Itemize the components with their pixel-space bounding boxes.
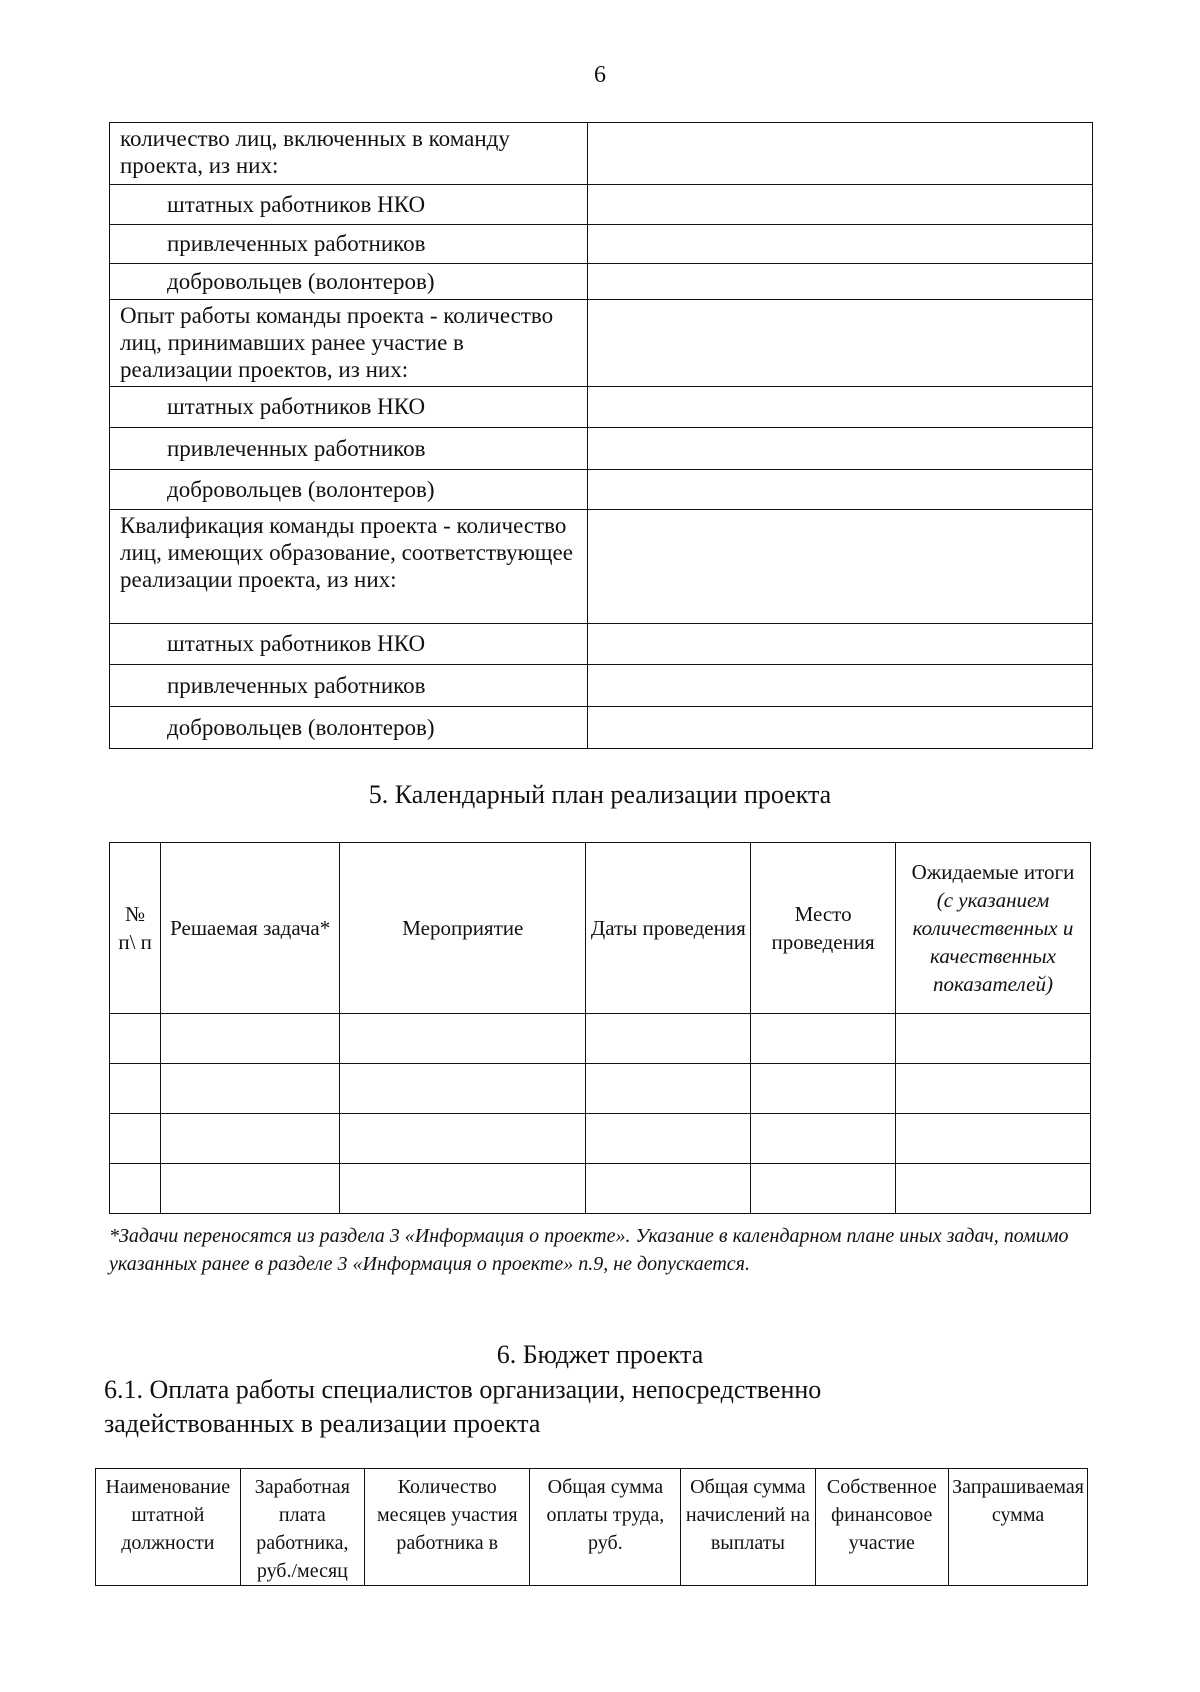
expected-results-label: Ожидаемые итоги <box>911 860 1075 884</box>
team-row-label: штатных работников НКО <box>110 185 588 225</box>
calendar-row <box>110 1064 1091 1114</box>
calendar-cell[interactable] <box>895 1014 1090 1064</box>
team-row-label: привлеченных работников <box>110 428 588 470</box>
budget-column-header: Запрашиваемая сумма <box>949 1469 1088 1586</box>
column-event: Мероприятие <box>340 843 586 1014</box>
team-row-label: штатных работников НКО <box>110 624 588 665</box>
section-5-title: 5. Календарный план реализации проекта <box>368 780 832 809</box>
budget-column-header: Общая сумма оплаты труда, руб. <box>530 1469 681 1586</box>
budget-column-header: Заработная плата работника, руб./месяц <box>240 1469 364 1586</box>
budget-column-header: Общая сумма начислений на выплаты <box>681 1469 815 1586</box>
team-table-row <box>110 123 1093 185</box>
team-row-value-cell[interactable] <box>588 665 1093 707</box>
team-table-row <box>110 624 1093 665</box>
budget-column-header: Собственное финансовое участие <box>815 1469 949 1586</box>
team-row-value-cell[interactable] <box>588 470 1093 510</box>
calendar-cell[interactable] <box>895 1164 1090 1214</box>
section-6-1-title: 6.1. Оплата работы специалистов организации, непосредственно задействованных в реализации проекта <box>104 1375 822 1438</box>
team-table-row <box>110 225 1093 264</box>
team-row-label: привлеченных работников <box>110 225 588 264</box>
expected-results-note: (с указанием количественных и качественных показателей) <box>912 888 1074 996</box>
calendar-cell[interactable] <box>161 1014 340 1064</box>
team-row-value-cell[interactable] <box>588 185 1093 225</box>
calendar-cell[interactable] <box>110 1064 161 1114</box>
calendar-cell[interactable] <box>340 1064 586 1114</box>
budget-header-row <box>96 1469 1088 1586</box>
team-table-row <box>110 387 1093 428</box>
team-row-label: добровольцев (волонтеров) <box>110 470 588 510</box>
team-row-value-cell[interactable] <box>588 387 1093 428</box>
team-table-row <box>110 300 1093 387</box>
calendar-cell[interactable] <box>895 1064 1090 1114</box>
calendar-cell[interactable] <box>161 1164 340 1214</box>
calendar-header-row <box>110 843 1091 1014</box>
calendar-cell[interactable] <box>895 1114 1090 1164</box>
team-table-row <box>110 264 1093 300</box>
column-task: Решаемая задача* <box>161 843 340 1014</box>
calendar-cell[interactable] <box>751 1164 896 1214</box>
team-row-value-cell[interactable] <box>588 510 1093 624</box>
column-dates: Даты проведения <box>586 843 751 1014</box>
team-table-row <box>110 428 1093 470</box>
calendar-cell[interactable] <box>340 1014 586 1064</box>
calendar-cell[interactable] <box>751 1064 896 1114</box>
calendar-cell[interactable] <box>110 1164 161 1214</box>
calendar-cell[interactable] <box>340 1164 586 1214</box>
calendar-cell[interactable] <box>586 1014 751 1064</box>
team-row-value-cell[interactable] <box>588 624 1093 665</box>
team-table-row <box>110 185 1093 225</box>
calendar-row <box>110 1114 1091 1164</box>
calendar-plan-table <box>109 842 1091 1214</box>
team-row-value-cell[interactable] <box>588 707 1093 749</box>
team-table-row <box>110 707 1093 749</box>
budget-column-header: Количество месяцев участия работника в <box>365 1469 530 1586</box>
calendar-cell[interactable] <box>751 1114 896 1164</box>
column-expected-results <box>895 843 1090 1014</box>
calendar-cell[interactable] <box>586 1064 751 1114</box>
calendar-cell[interactable] <box>110 1114 161 1164</box>
calendar-cell[interactable] <box>340 1114 586 1164</box>
budget-table <box>95 1468 1088 1586</box>
team-row-label: количество лиц, включенных в команду проекта, из них: <box>110 123 588 185</box>
section-6-title: 6. Бюджет проекта <box>496 1340 704 1369</box>
team-row-value-cell[interactable] <box>588 225 1093 264</box>
calendar-cell[interactable] <box>161 1114 340 1164</box>
calendar-cell[interactable] <box>751 1014 896 1064</box>
calendar-cell[interactable] <box>110 1014 161 1064</box>
column-place: Место проведения <box>751 843 896 1014</box>
team-table-row <box>110 470 1093 510</box>
team-row-label: добровольцев (волонтеров) <box>110 264 588 300</box>
team-row-value-cell[interactable] <box>588 264 1093 300</box>
calendar-cell[interactable] <box>586 1164 751 1214</box>
page-number: 6 <box>594 62 606 88</box>
team-row-label: Опыт работы команды проекта - количество лиц, принимавших ранее участие в реализации проектов, из них: <box>110 300 588 387</box>
team-table-row <box>110 510 1093 624</box>
team-row-label: штатных работников НКО <box>110 387 588 428</box>
column-number: № п\ п <box>110 843 161 1014</box>
calendar-row <box>110 1164 1091 1214</box>
team-row-label: Квалификация команды проекта - количество лиц, имеющих образование, соответствующее реализации проекта, из них: <box>110 510 588 624</box>
budget-column-header: Наименование штатной должности <box>96 1469 241 1586</box>
calendar-cell[interactable] <box>586 1114 751 1164</box>
team-row-value-cell[interactable] <box>588 123 1093 185</box>
team-row-value-cell[interactable] <box>588 428 1093 470</box>
calendar-cell[interactable] <box>161 1064 340 1114</box>
team-table-row <box>110 665 1093 707</box>
team-row-value-cell[interactable] <box>588 300 1093 387</box>
calendar-row <box>110 1014 1091 1064</box>
project-team-table <box>109 122 1093 749</box>
team-row-label: добровольцев (волонтеров) <box>110 707 588 749</box>
calendar-footnote: *Задачи переносятся из раздела 3 «Информация о проекте». Указание в календарном плане иных задач, помимо указанных ранее в разделе 3 «Информация о проекте» п.9, не допускается. <box>109 1225 1069 1275</box>
team-row-label: привлеченных работников <box>110 665 588 707</box>
